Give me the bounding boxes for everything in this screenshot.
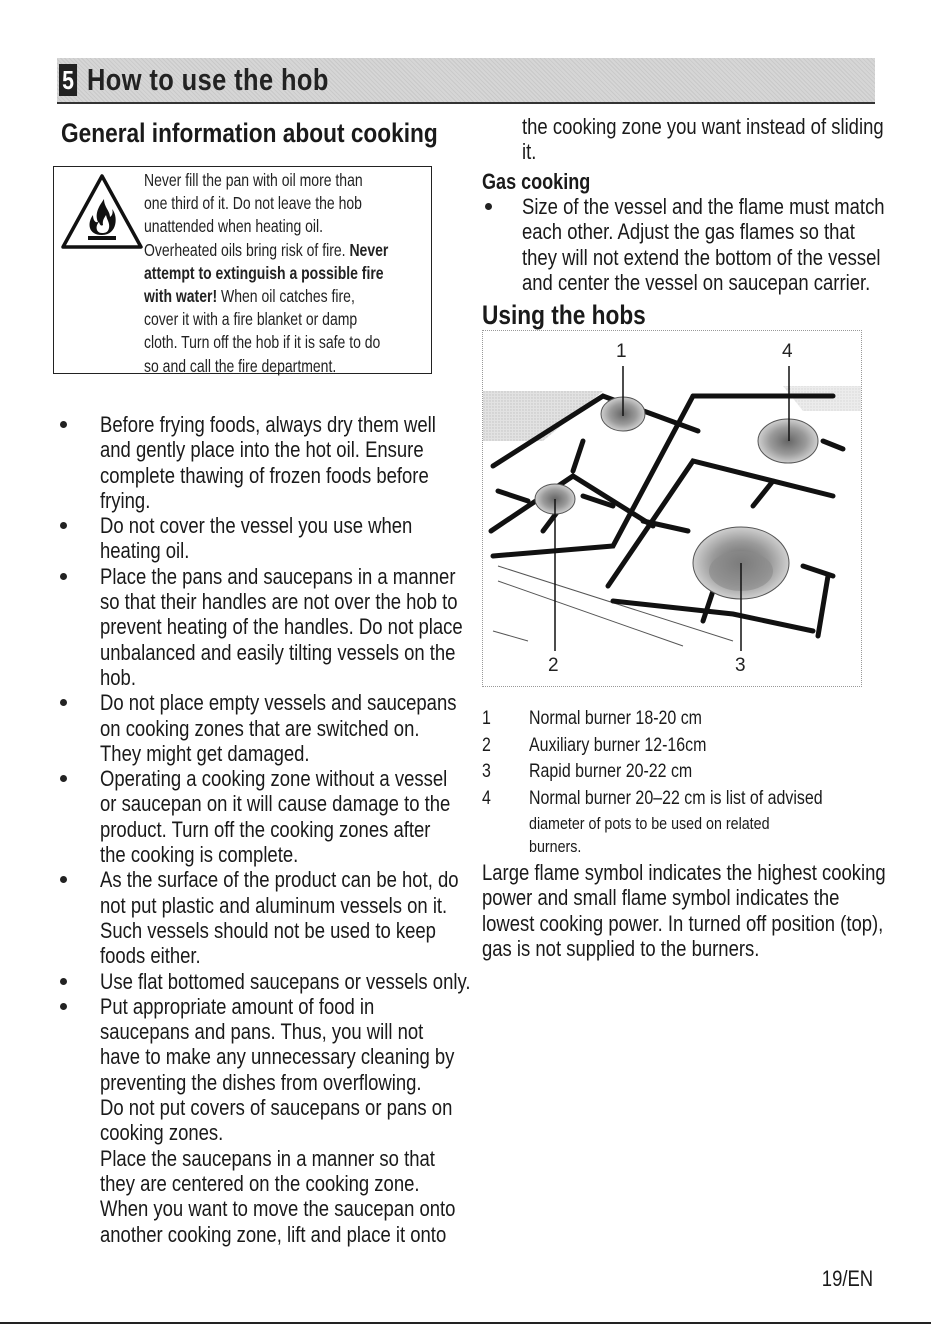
legend-number: 1 (482, 708, 491, 729)
text-line: Place the saucepans in a manner so that (100, 1145, 435, 1171)
bullet-item (60, 513, 460, 564)
text-line: Do not place empty vessels and saucepans (100, 690, 457, 716)
text-line: not put plastic and aluminum vessels on it. (100, 892, 448, 918)
bullet-text (100, 690, 460, 766)
warning-line: cloth. Turn off the hob if it is safe to do (144, 332, 381, 353)
legend-text: diameter of pots to be used on related (529, 814, 770, 833)
text-line: hob. (100, 664, 136, 690)
bullet-dot (60, 978, 67, 985)
legend-text: burners. (529, 837, 582, 856)
page-number: 19/EN (821, 1266, 873, 1291)
text-line: preventing the dishes from overflowing. (100, 1069, 422, 1095)
fire-warning-icon (60, 173, 144, 251)
text-line: Place the pans and saucepans in a manner (100, 563, 456, 589)
text-line: and gently place into the hot oil. Ensure (100, 437, 424, 463)
section-title: How to use the hob (87, 62, 329, 97)
text-line: have to make any unnecessary cleaning by (100, 1044, 455, 1070)
text-line: heating oil. (100, 538, 190, 564)
text-line: Put appropriate amount of food in (100, 993, 375, 1019)
bullet-dot (60, 522, 67, 529)
bullet-dot (60, 775, 67, 782)
bullet-item (60, 968, 471, 994)
warning-box (53, 166, 432, 374)
bullet-text (100, 968, 471, 994)
hob-illustration (483, 331, 862, 687)
bullet-dot (60, 876, 67, 883)
bullet-dot (60, 573, 67, 580)
text-line: gas is not supplied to the burners. (482, 935, 760, 961)
bullet-dot (60, 699, 67, 706)
legend-text: Normal burner 20–22 cm is list of advised (529, 787, 823, 809)
text-line: they will not extend the bottom of the vessel (522, 244, 881, 270)
figure-label-4: 4 (782, 341, 793, 362)
legend-row (482, 706, 882, 733)
figure-label-1: 1 (616, 341, 627, 362)
bullet-text (100, 412, 460, 513)
legend-number: 2 (482, 734, 491, 756)
bullet-text (522, 194, 885, 295)
section-header (57, 58, 875, 104)
hobs-heading: Using the hobs (482, 300, 646, 330)
text-line: or saucepan on it will cause damage to the (100, 791, 451, 817)
warning-line: cover it with a fire blanket or damp (144, 309, 358, 330)
figure-label-2: 2 (548, 655, 559, 676)
bullet-text (100, 563, 463, 690)
text-line: Such vessels should not be used to keep (100, 917, 436, 943)
warning-text (144, 169, 422, 378)
text-line: the cooking is complete. (100, 842, 299, 868)
text-line: Do not cover the vessel you use when (100, 513, 413, 539)
warning-line (144, 239, 389, 262)
text-line: each other. Adjust the gas flames so that (522, 219, 855, 245)
text-line: Use flat bottomed saucepans or vessels only. (100, 968, 471, 994)
bullet-item (60, 412, 460, 513)
legend-text: Auxiliary burner 12-16cm (529, 734, 707, 756)
text-line: Size of the vessel and the flame must match (522, 194, 885, 219)
text-line: Large flame symbol indicates the highest cooking (482, 860, 886, 885)
flame-symbol-paragraph (482, 860, 931, 961)
gas-bullet-list (482, 194, 885, 295)
bullet-item (60, 867, 460, 968)
bullet-item (482, 194, 885, 295)
bullet-text (100, 867, 460, 968)
text-line: Operating a cooking zone without a vessel (100, 766, 448, 792)
legend-number: 4 (482, 787, 491, 809)
general-heading: General information about cooking (61, 118, 438, 148)
bullet-item (60, 563, 463, 690)
warning-line (144, 262, 384, 285)
text-line: cooking zones. (100, 1120, 224, 1146)
figure-label-3: 3 (735, 655, 746, 676)
text-line: another cooking zone, lift and place it onto (100, 1221, 447, 1247)
text-line: the cooking zone you want instead of sliding (522, 114, 884, 139)
text-line: product. Turn off the cooking zones after (100, 816, 431, 842)
text-line: lowest cooking power. In turned off position (top), (482, 910, 884, 936)
bullet-dot (485, 203, 492, 210)
text-line: Do not put covers of saucepans or pans on (100, 1095, 453, 1121)
legend-number: 3 (482, 761, 491, 782)
warning-line: Never fill the pan with oil more than (144, 170, 363, 190)
text-line: so that their handles are not over the hob to (100, 589, 458, 615)
warning-bold: with water! (144, 286, 218, 307)
warning-line (144, 285, 366, 308)
text-line: unbalanced and easily tilting vessels on the (100, 639, 456, 665)
text-line: prevent heating of the handles. Do not place (100, 614, 463, 640)
legend-text: Normal burner 18-20 cm (529, 708, 702, 729)
text-line: power and small flame symbol indicates the (482, 885, 840, 911)
section-number: 5 (59, 64, 77, 96)
warning-line: unattended when heating oil. (144, 216, 324, 237)
bullet-dot (60, 421, 67, 428)
text-line: and center the vessel on saucepan carrier. (522, 269, 871, 295)
text-line: When you want to move the saucepan onto (100, 1196, 456, 1222)
text-line: it. (522, 139, 537, 165)
text-line: foods either. (100, 943, 201, 969)
legend-text: Rapid burner 20-22 cm (529, 761, 693, 782)
text-line: As the surface of the product can be hot, do (100, 867, 459, 893)
bullet-item (60, 994, 460, 1247)
warning-bold: Never (349, 239, 389, 260)
bullet-text (100, 994, 460, 1247)
warning-fragment: When oil catches fire, (221, 286, 355, 307)
warning-bold: attempt to extinguish a possible fire (144, 262, 384, 283)
text-line: frying. (100, 487, 151, 513)
text-line: Before frying foods, always dry them well (100, 412, 436, 437)
hob-diagram (482, 330, 862, 687)
warning-fragment: Overheated oils bring risk of fire. (144, 239, 346, 260)
bullet-item (60, 690, 460, 766)
bullet-text (100, 513, 460, 564)
text-line: they are centered on the cooking zone. (100, 1170, 420, 1196)
warning-line: one third of it. Do not leave the hob (144, 193, 362, 214)
bullet-item (60, 766, 460, 867)
bullet-text (100, 766, 460, 867)
general-bullet-list (60, 412, 471, 1247)
text-line: complete thawing of frozen foods before (100, 462, 429, 488)
continued-text (522, 114, 931, 165)
text-line: on cooking zones that are switched on. (100, 715, 420, 741)
legend-row (482, 786, 882, 859)
text-line: saucepans and pans. Thus, you will not (100, 1019, 424, 1045)
legend-row (482, 733, 882, 760)
burner-legend (482, 706, 882, 858)
warning-line: so and call the fire department. (144, 355, 337, 376)
bullet-dot (60, 1003, 67, 1010)
gas-heading: Gas cooking (482, 169, 591, 194)
text-line: They might get damaged. (100, 740, 310, 766)
legend-row (482, 759, 882, 786)
